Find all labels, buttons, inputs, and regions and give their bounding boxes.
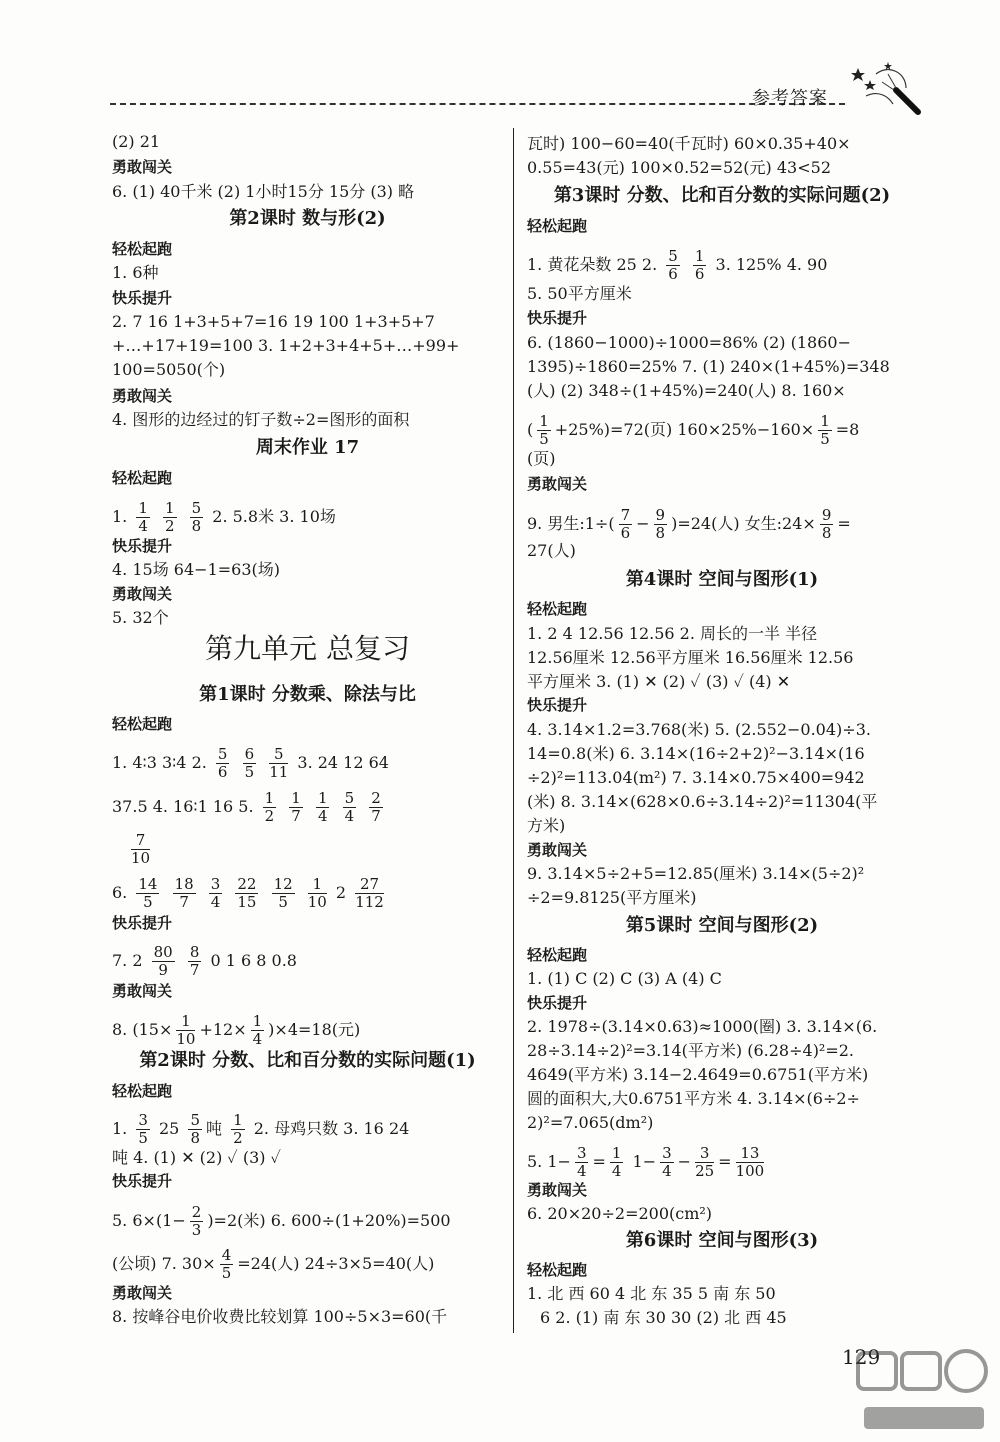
- answer-line: 6. (1860−1000)÷1000=86% (2) (1860−: [527, 333, 851, 352]
- answer-line: (人) (2) 348÷(1+45%)=240(人) 8. 160×: [527, 381, 846, 400]
- fraction: $\frac{5}{6}$: [668, 247, 678, 283]
- section-label: 勇敢闯关: [527, 475, 588, 493]
- section-label: 快乐提升: [527, 994, 588, 1012]
- answer-line: 27(人): [527, 541, 576, 560]
- section-label: 勇敢闯关: [112, 1284, 173, 1302]
- fraction: $\frac{1}{10}$: [307, 875, 327, 911]
- answer-line: 圆的面积大,大0.6751平方米 4. 3.14×(6÷2÷: [527, 1089, 860, 1108]
- fraction: $\frac{1}{4}$: [611, 1144, 622, 1180]
- section-label: 勇敢闯关: [527, 841, 588, 859]
- answer-line: 5. 50平方厘米: [527, 284, 632, 303]
- answer-line: ( $\frac{1}{5}$ +25%)=72(页) 160×25%−160× $\frac{1}{5}$ =8: [527, 412, 860, 448]
- answer-line: 方米): [527, 816, 566, 835]
- answer-line: 8. 按峰谷电价收费比较划算 100÷5×3=60(千: [112, 1307, 448, 1326]
- answer-line: 37.5 4. 16∶1 16 5. $\frac{1}{2}$ $\frac{1}{7}$ $\frac{1}{4}$ $\frac{5}{4}$ $\frac{2}{7}$: [112, 789, 381, 825]
- fraction: $\frac{1}{4}$: [317, 789, 328, 825]
- fraction: $\frac{5}{8}$: [191, 499, 202, 535]
- answer-line: 9. 男生:1÷( $\frac{7}{6}$ − $\frac{9}{8}$ )=24(人) 女生:24× $\frac{9}{8}$ =: [527, 506, 851, 542]
- fraction: $\frac{3}{25}$: [695, 1144, 715, 1180]
- page-number: 129: [842, 1345, 881, 1369]
- answer-line: 6. (1) 40千米 (2) 1小时15分 15分 (3) 略: [112, 182, 415, 201]
- fraction: $\frac{7}{10}$: [131, 831, 151, 867]
- answer-line: 平方厘米 3. (1) ✕ (2) ✓ (3) ✓ (4) ✕: [527, 672, 791, 691]
- answer-line: 5. 6×(1− $\frac{2}{3}$ )=2(米) 6. 600÷(1+20%)=500: [112, 1203, 451, 1239]
- answer-line: 1. 2 4 12.56 12.56 2. 周长的一半 半径: [527, 624, 818, 643]
- answer-line: 12.56厘米 12.56平方厘米 16.56厘米 12.56: [527, 648, 854, 667]
- answer-line: 7. 2 $\frac{80}{9}$ $\frac{8}{7}$ 0 1 6 8 0.8: [112, 943, 297, 979]
- answer-line: 4. 15场 64−1=63(场): [112, 560, 280, 579]
- section-label: 轻松起跑: [112, 240, 173, 258]
- section-label: 快乐提升: [527, 309, 588, 327]
- fraction: $\frac{14}{5}$: [138, 875, 158, 911]
- section-label: 轻松起跑: [527, 1261, 588, 1279]
- lesson-heading: 第1课时 分数乘、除法与比: [199, 684, 416, 705]
- fraction: $\frac{8}{7}$: [189, 943, 200, 979]
- fraction: $\frac{5}{6}$: [217, 745, 228, 781]
- answer-line: +…+17+19=100 3. 1+2+3+4+5+…+99+: [112, 336, 460, 355]
- lesson-heading: 第5课时 空间与图形(2): [625, 915, 819, 936]
- fraction: $\frac{5}{11}$: [269, 745, 289, 781]
- section-label: 快乐提升: [112, 914, 173, 932]
- fraction: $\frac{9}{8}$: [821, 506, 832, 542]
- fraction: $\frac{1}{5}$: [539, 412, 549, 448]
- fraction: $\frac{1}{2}$: [233, 1111, 243, 1147]
- section-label: 轻松起跑: [527, 600, 588, 618]
- unit-title: 第九单元 总复习: [205, 632, 410, 665]
- answer-line: 1. 6种: [112, 263, 159, 282]
- answer-line: 6 2. (1) 南 东 30 30 (2) 北 西 45: [540, 1308, 787, 1327]
- header-title: 参考答案: [752, 88, 828, 109]
- fraction: $\frac{7}{6}$: [620, 506, 631, 542]
- fraction: $\frac{1}{5}$: [820, 412, 830, 448]
- answer-line: 4. 图形的边经过的钉子数÷2=图形的面积: [112, 410, 410, 429]
- answer-line: 5. 1− $\frac{3}{4}$ = $\frac{1}{4}$ 1− $\frac{3}{4}$ − $\frac{3}{25}$ = $\frac{13}{100}$: [527, 1144, 765, 1180]
- fraction: $\frac{18}{7}$: [174, 875, 194, 911]
- section-label: 轻松起跑: [112, 1082, 173, 1100]
- answer-line: 14=0.8(米) 6. 3.14×(16÷2+2)²−3.14×(16: [527, 744, 865, 763]
- fraction: $\frac{1}{10}$: [176, 1012, 196, 1048]
- lesson-heading: 第2课时 分数、比和百分数的实际问题(1): [139, 1050, 476, 1071]
- answer-line: 2. 7 16 1+3+5+7=16 19 100 1+3+5+7: [112, 312, 435, 331]
- answer-line: 1395)÷1860=25% 7. (1) 240×(1+45%)=348: [527, 357, 890, 376]
- answer-line: (公顷) 7. 30× $\frac{4}{5}$ =24(人) 24÷3×5=40(人): [112, 1246, 435, 1282]
- fraction: $\frac{1}{4}$: [252, 1012, 263, 1048]
- fraction: $\frac{5}{4}$: [344, 789, 355, 825]
- answer-line: (页): [527, 449, 556, 468]
- fraction: $\frac{1}{7}$: [291, 789, 301, 825]
- answer-line: (2) 21: [112, 132, 161, 151]
- answer-line: 瓦时) 100−60=40(千瓦时) 60×0.35+40×: [527, 134, 851, 153]
- fraction: $\frac{3}{4}$: [210, 875, 221, 911]
- fraction: $\frac{2}{7}$: [371, 789, 381, 825]
- lesson-heading: 第6课时 空间与图形(3): [625, 1230, 819, 1251]
- section-label: 轻松起跑: [527, 217, 588, 235]
- page-header: [0, 0, 1000, 125]
- fraction: $\frac{6}{5}$: [244, 745, 255, 781]
- answer-line: 6. $\frac{14}{5}$ $\frac{18}{7}$ $\frac{3}{4}$ $\frac{22}{15}$ $\frac{12}{5}$ $\frac{1}{10}$ 2 $\frac{27}{112}$: [112, 875, 384, 911]
- section-label: 快乐提升: [112, 289, 173, 307]
- fraction: $\frac{3}{5}$: [138, 1111, 148, 1147]
- fraction: $\frac{3}{4}$: [662, 1144, 672, 1180]
- section-label: 轻松起跑: [527, 946, 588, 964]
- answer-line: [127, 832, 154, 867]
- answer-line: 1. $\frac{3}{5}$ 25 $\frac{5}{8}$ 吨 $\frac{1}{2}$ 2. 母鸡只数 3. 16 24: [112, 1111, 410, 1147]
- fraction: $\frac{2}{3}$: [191, 1203, 202, 1239]
- section-label: 轻松起跑: [112, 715, 173, 733]
- answer-line: 9. 3.14×5÷2+5=12.85(厘米) 3.14×(5÷2)²: [527, 864, 865, 883]
- fraction: $\frac{12}{5}$: [273, 875, 293, 911]
- fraction: $\frac{80}{9}$: [153, 943, 173, 979]
- fraction: $\frac{1}{2}$: [264, 789, 275, 825]
- section-label: 勇敢闯关: [527, 1181, 588, 1199]
- fraction: $\frac{1}{2}$: [165, 499, 175, 535]
- section-label: 勇敢闯关: [112, 585, 173, 603]
- answer-line: 4649(平方米) 3.14−2.4649=0.6751(平方米): [527, 1065, 869, 1084]
- section-label: 快乐提升: [112, 537, 173, 555]
- fraction: $\frac{1}{4}$: [138, 499, 148, 535]
- answer-line: 1. (1) C (2) C (3) A (4) C: [527, 969, 722, 988]
- answer-line: 5. 32个: [112, 608, 169, 627]
- fraction: $\frac{13}{100}$: [735, 1144, 765, 1180]
- answer-line: 100=5050(个): [112, 360, 226, 379]
- answer-line: 4. 3.14×1.2=3.768(米) 5. (2.552−0.04)÷3.: [527, 720, 871, 739]
- fraction: $\frac{27}{112}$: [355, 875, 384, 911]
- header-dashed-rule: [110, 103, 845, 105]
- section-label: 快乐提升: [112, 1172, 173, 1190]
- fraction: $\frac{22}{15}$: [237, 875, 257, 911]
- answer-line: 1. 黄花朵数 25 2. $\frac{5}{6}$ $\frac{1}{6}$ 3. 125% 4. 90: [527, 247, 828, 283]
- fraction: $\frac{9}{8}$: [655, 506, 666, 542]
- section-label: 勇敢闯关: [112, 158, 173, 176]
- answer-line: 1. $\frac{1}{4}$ $\frac{1}{2}$ $\frac{5}{8}$ 2. 5.8米 3. 10场: [112, 499, 336, 535]
- section-label: 轻松起跑: [112, 469, 173, 487]
- answer-line: 吨 4. (1) ✕ (2) ✓ (3) ✓: [112, 1148, 281, 1167]
- fraction: $\frac{1}{6}$: [694, 247, 705, 283]
- fraction: $\frac{3}{4}$: [576, 1144, 587, 1180]
- answer-line: 8. (15× $\frac{1}{10}$ +12× $\frac{1}{4}$ )×4=18(元): [112, 1012, 361, 1048]
- answer-line: 6. 20×20÷2=200(cm²): [527, 1204, 713, 1223]
- section-label: 勇敢闯关: [112, 387, 173, 405]
- magic-wand-icon: [848, 60, 928, 120]
- answer-line: 0.55=43(元) 100×0.52=52(元) 43<52: [527, 158, 831, 177]
- fraction: $\frac{4}{5}$: [221, 1246, 232, 1282]
- lesson-heading: 第3课时 分数、比和百分数的实际问题(2): [553, 185, 891, 206]
- lesson-heading: 第4课时 空间与图形(1): [625, 569, 819, 590]
- answer-line: (米) 8. 3.14×(628×0.6÷3.14÷2)²=11304(平: [527, 792, 878, 811]
- answer-line: ÷2=9.8125(平方厘米): [527, 888, 697, 907]
- answer-line: ÷2)²=113.04(m²) 7. 3.14×0.75×400=942: [527, 768, 865, 787]
- fraction: $\frac{5}{8}$: [190, 1111, 200, 1147]
- watermark-logo: [850, 1345, 1000, 1442]
- column-divider: [513, 128, 514, 1333]
- answer-line: 1. 北 西 60 4 北 东 35 5 南 东 50: [527, 1284, 776, 1303]
- answer-line: 2)²=7.065(dm²): [527, 1113, 654, 1132]
- lesson-heading: 周末作业 17: [255, 437, 360, 458]
- answer-line: 2. 1978÷(3.14×0.63)≈1000(圈) 3. 3.14×(6.: [527, 1017, 878, 1036]
- section-label: 勇敢闯关: [112, 982, 173, 1000]
- answer-line: 1. 4∶3 3∶4 2. $\frac{5}{6}$ $\frac{6}{5}$ $\frac{5}{11}$ 3. 24 12 64: [112, 745, 389, 781]
- section-label: 快乐提升: [527, 696, 588, 714]
- answer-line: 28÷3.14÷2)²=3.14(平方米) (6.28÷4)²=2.: [527, 1041, 855, 1060]
- lesson-heading: 第2课时 数与形(2): [229, 208, 386, 229]
